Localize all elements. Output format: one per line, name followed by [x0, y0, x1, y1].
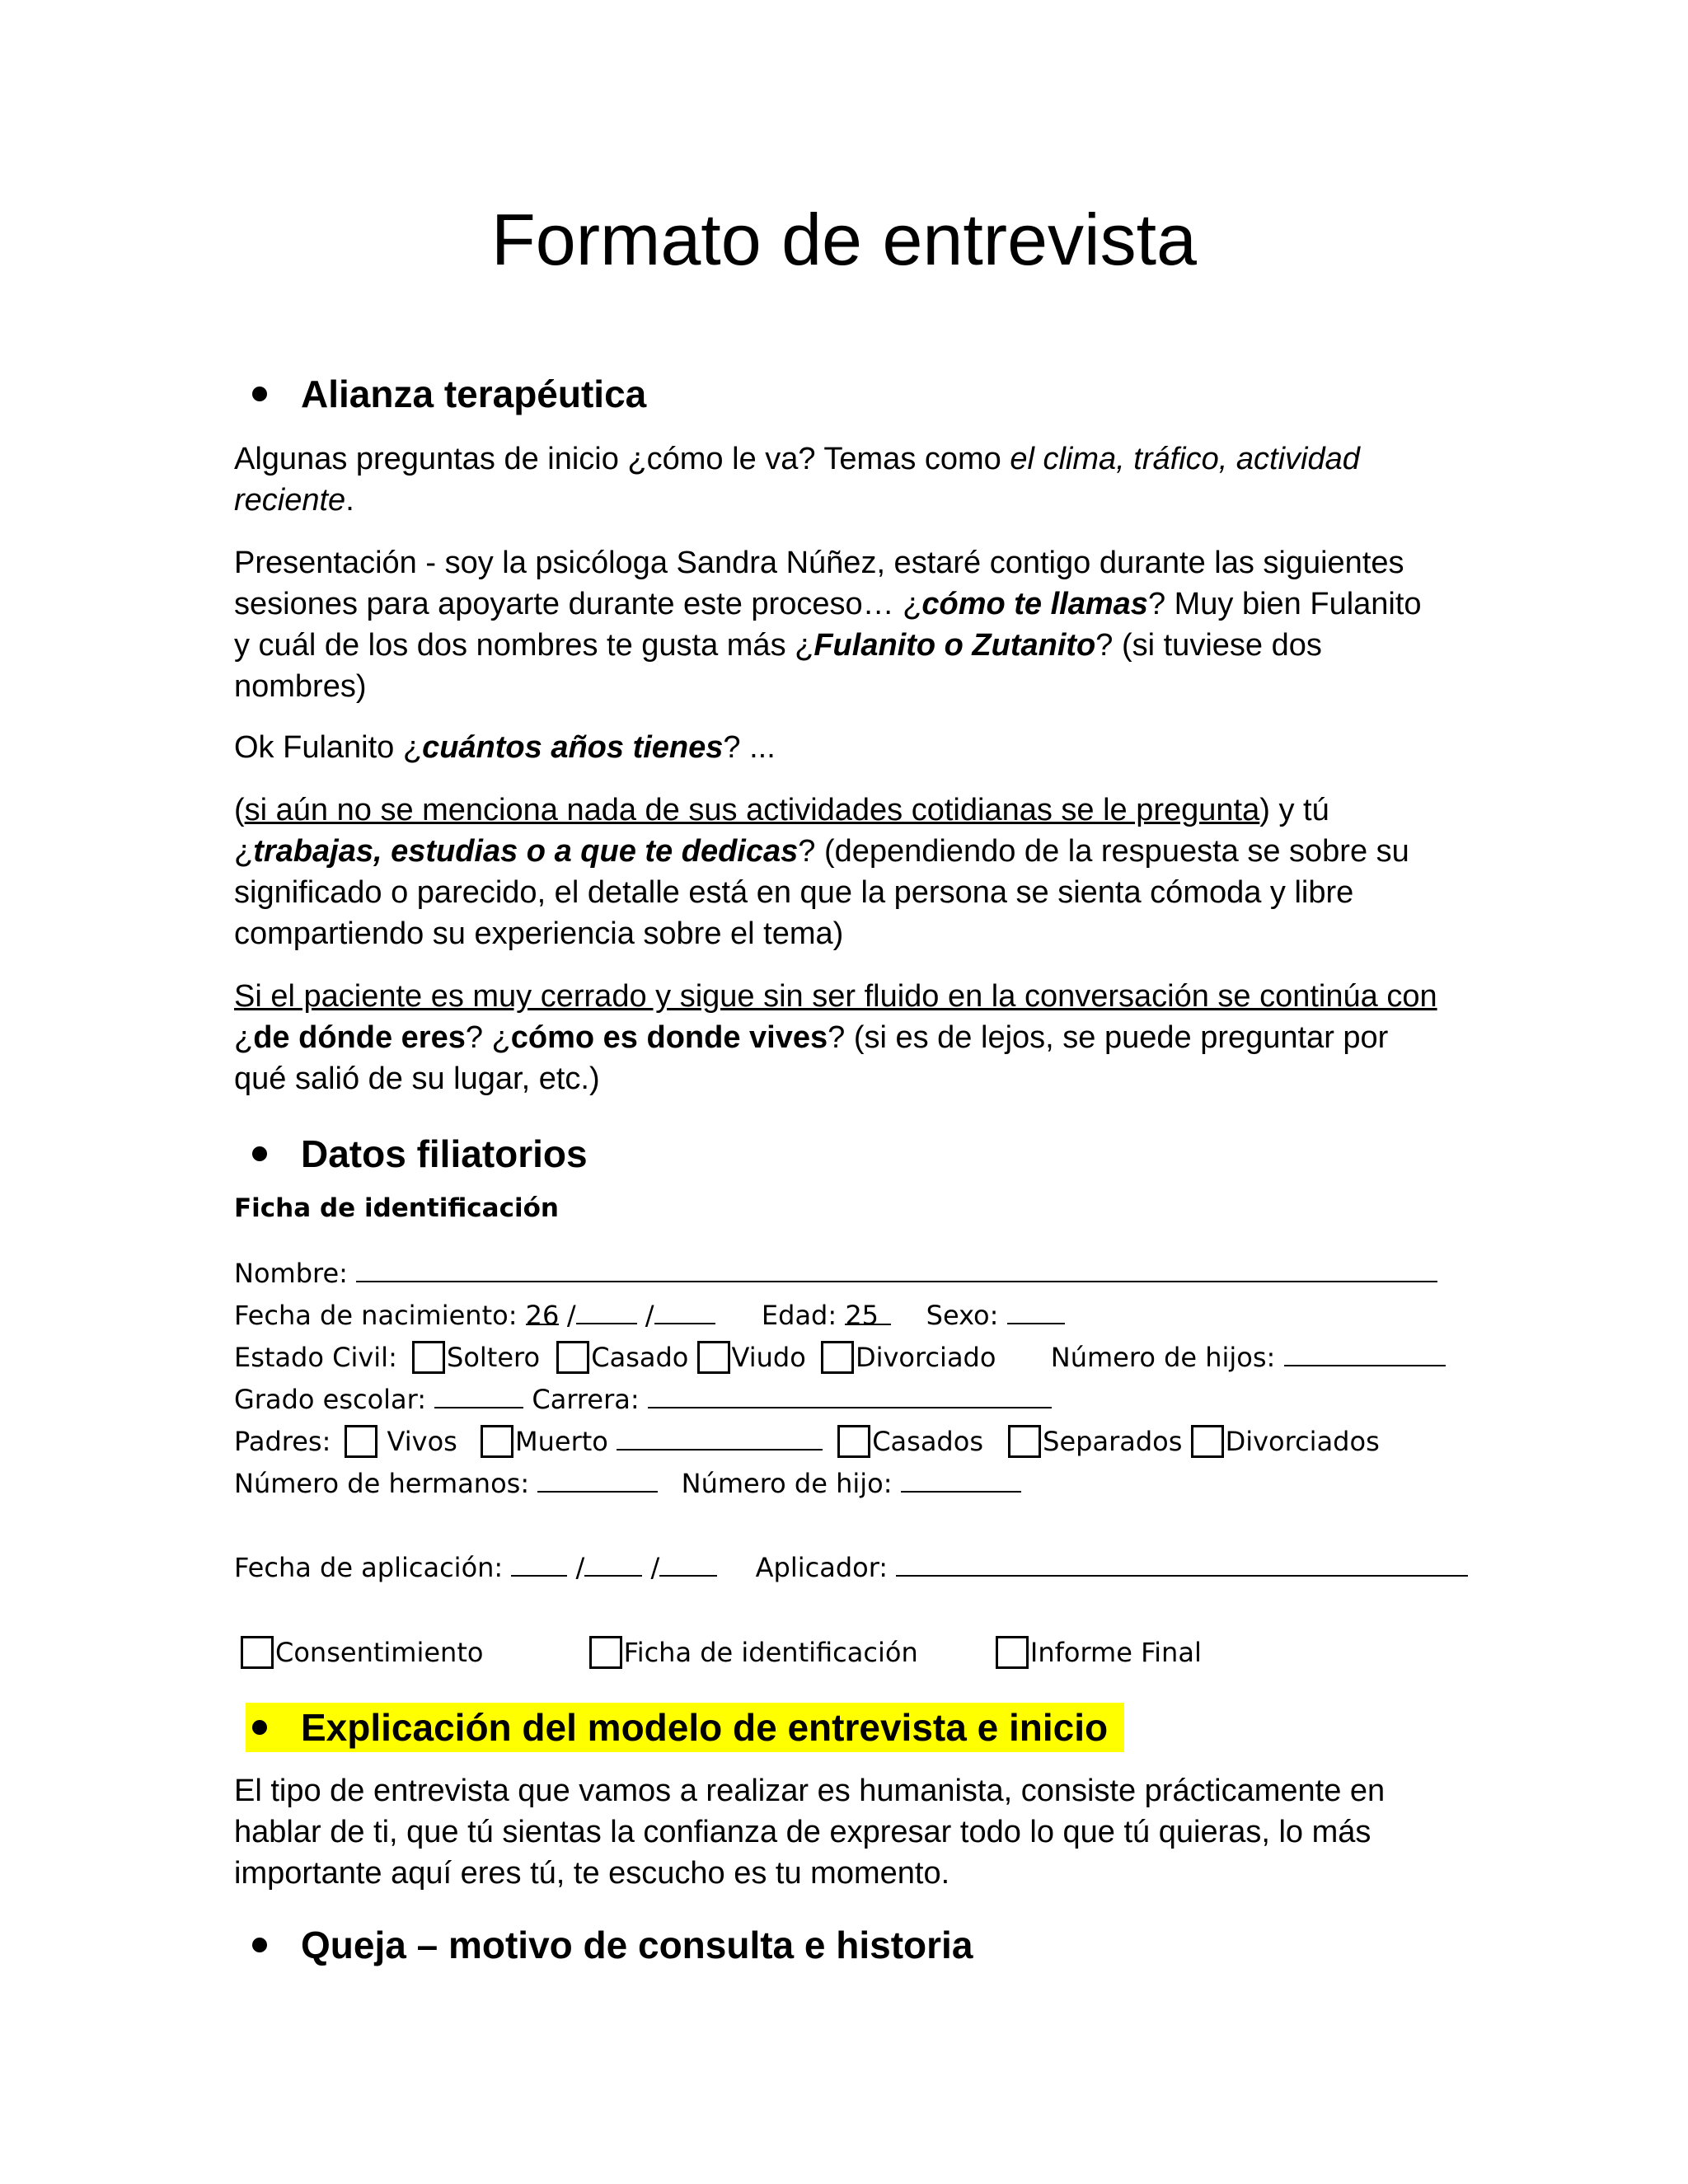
apl-month-field[interactable] — [584, 1550, 642, 1577]
birth-year-field[interactable] — [654, 1298, 715, 1324]
checkbox-separados[interactable] — [1008, 1425, 1041, 1458]
row-nacimiento: Fecha de nacimiento: 26 / / Edad: 25 Sexo: — [234, 1297, 1065, 1333]
paragraph-paciente-cerrado: Si el paciente es muy cerrado y sigue sin ser fluido en la conversación se continúa con ¿de dónde eres? ¿cómo es donde vives? (si es de lejos, se puede preguntar por qué salió de su lugar, etc.) — [234, 979, 1437, 1096]
checkbox-divorciado[interactable] — [821, 1341, 854, 1374]
edad-field[interactable]: 25 — [845, 1297, 891, 1325]
row-nombre: Nombre: — [234, 1255, 1437, 1291]
row-hermanos: Número de hermanos: Número de hijo: — [234, 1465, 1021, 1502]
heading-datos: Datos filiatorios — [301, 1132, 588, 1175]
paragraph-edad: Ok Fulanito ¿cuántos años tienes? ... — [234, 730, 776, 765]
heading-queja: Queja – motivo de consulta e historia — [301, 1924, 973, 1966]
grado-field[interactable] — [434, 1382, 523, 1408]
bullet-icon — [252, 387, 267, 401]
checkbox-informe-final[interactable] — [996, 1636, 1029, 1669]
row-padres: Padres: Vivos Muerto Casados Separados Divorciados — [234, 1426, 1380, 1457]
row-aplicacion: Fecha de aplicación: / / Aplicador: — [234, 1549, 1468, 1586]
num-hijos-field[interactable] — [1284, 1340, 1446, 1366]
checkbox-casados[interactable] — [837, 1425, 870, 1458]
checkbox-casado[interactable] — [556, 1341, 589, 1374]
carrera-field[interactable] — [648, 1382, 1052, 1408]
sexo-field[interactable] — [1007, 1298, 1065, 1324]
checkbox-vivos[interactable] — [345, 1425, 377, 1458]
bullet-icon — [252, 1146, 267, 1161]
bullet-icon — [252, 1720, 267, 1735]
heading-alianza: Alianza terapéutica — [301, 373, 647, 415]
paragraph-explicacion: El tipo de entrevista que vamos a realizar es humanista, consiste prácticamente en hablar de ti, que tú sientas la confianza de expresar todo lo que tú quieras, lo más importante aquí eres tú, te escucho es tu momento. — [234, 1774, 1386, 1891]
checkbox-soltero[interactable] — [412, 1341, 445, 1374]
paragraph-actividades: (si aún no se menciona nada de sus actividades cotidianas se le pregunta) y tú ¿trabajas, estudias o a que te dedicas? (dependiendo de la respuesta se sobre su significado o parecido, el detalle está en que la persona se sienta cómoda y libre compartiendo su experiencia sobre el tema) — [234, 793, 1409, 951]
bullet-icon — [252, 1938, 267, 1952]
document-title: Formato de entrevista — [491, 199, 1197, 280]
birth-day-field[interactable]: 26 — [526, 1297, 559, 1325]
apl-day-field[interactable] — [511, 1550, 567, 1577]
ficha-title: Ficha de identificación — [234, 1193, 559, 1223]
row-documentos: Consentimiento Ficha de identificación Informe Final — [234, 1634, 1202, 1671]
checkbox-consentimiento[interactable] — [241, 1636, 274, 1669]
num-hijo-field[interactable] — [901, 1466, 1021, 1493]
paragraph-presentacion: Presentación - soy la psicóloga Sandra Núñez, estaré contigo durante las siguientes sesiones para apoyarte durante este proceso… ¿cómo te llamas? Muy bien Fulanito y cuál de los dos nombres te gusta más ¿Fulanito o Zutanito? (si tuviese dos nombres) — [234, 546, 1422, 704]
checkbox-viudo[interactable] — [697, 1341, 730, 1374]
num-hermanos-field[interactable] — [537, 1466, 658, 1493]
row-estado-civil: Estado Civil: Soltero Casado Viudo Divorciado Número de hijos: — [234, 1339, 1446, 1376]
checkbox-divorciados[interactable] — [1191, 1425, 1224, 1458]
checkbox-muerto[interactable] — [481, 1425, 513, 1458]
row-grado: Grado escolar: Carrera: — [234, 1381, 1052, 1418]
nombre-field[interactable] — [356, 1256, 1437, 1282]
apl-year-field[interactable] — [659, 1550, 717, 1577]
checkbox-ficha[interactable] — [589, 1636, 622, 1669]
birth-month-field[interactable] — [576, 1298, 637, 1324]
paragraph-inicio: Algunas preguntas de inicio ¿cómo le va? Temas como el clima, tráfico, actividad reciente. — [234, 442, 1360, 518]
muerto-field[interactable] — [617, 1424, 823, 1451]
heading-explicacion: Explicación del modelo de entrevista e inicio — [301, 1706, 1109, 1749]
aplicador-field[interactable] — [896, 1550, 1468, 1577]
